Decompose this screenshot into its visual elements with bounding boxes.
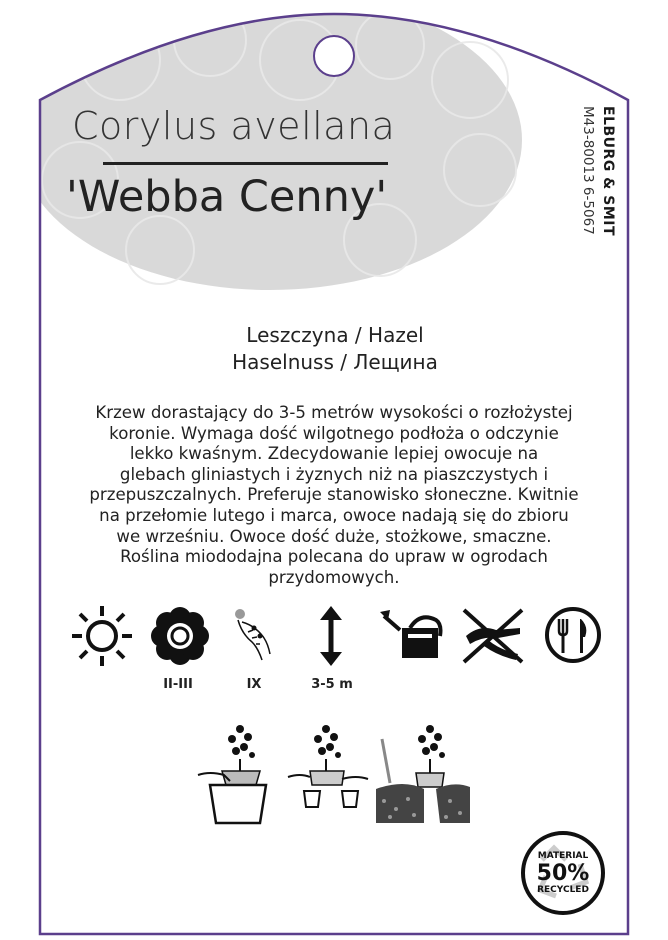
description [70, 403, 598, 588]
height-range: 3-5 m [311, 677, 353, 692]
planting-step-2-icon [286, 715, 370, 827]
hang-hole [314, 36, 354, 76]
no-pruning-icon [460, 606, 526, 666]
brand-name: ELBURG & SMIT [600, 106, 616, 237]
vertical-brand-block [576, 106, 626, 256]
description-line: przepuszczalnych. Preferuje stanowisko słoneczne. Kwitnie [89, 485, 579, 505]
description-line: koronie. Wymaga dość wilgotnego podłoża o odczynie [109, 423, 559, 443]
description-line: na przełomie lutego i marca, owoce nadają się do zbioru [99, 505, 569, 525]
title-divider [103, 162, 388, 165]
description-line: glebach gliniastych i żyznych niż na piaszczystych i [119, 464, 549, 484]
edible-icon [543, 605, 603, 665]
planting-step-3-icon [374, 715, 470, 827]
description-line: przydomowych. [268, 567, 400, 587]
badge-line-2: 50% [536, 861, 590, 886]
harvest-period: IX [246, 677, 262, 692]
badge-line-3: RECYCLED [537, 885, 589, 895]
common-names-line-1: Leszczyna / Hazel [246, 323, 424, 347]
sun-icon [70, 604, 134, 668]
flowering-period: II-III [163, 677, 193, 692]
recycled-badge [520, 830, 606, 916]
flower-icon [148, 604, 212, 668]
latin-name: Corylus avellana [72, 104, 396, 148]
description-line: lekko kwaśnym. Zdecydowanie lepiej owocuje na [129, 444, 539, 464]
watering-can-icon [380, 608, 448, 660]
description-line: Roślina miododajna polecana do upraw w ogrodach [120, 547, 548, 567]
fruit-icon [228, 604, 278, 664]
planting-step-1-icon [196, 715, 276, 827]
common-names-line-2: Haselnuss / Лещина [232, 350, 438, 374]
common-names [180, 322, 490, 376]
description-line: we wrześniu. Owoce dość duże, stożkowe, smaczne. [116, 526, 552, 546]
product-code: M43-80013 6-5067 [580, 106, 596, 235]
cultivar-name: 'Webba Cenny' [66, 172, 388, 222]
height-arrow-icon [316, 604, 346, 668]
badge-line-1: MATERIAL [537, 851, 589, 861]
description-line: Krzew dorastający do 3-5 metrów wysokości o rozłożystej [95, 403, 573, 422]
